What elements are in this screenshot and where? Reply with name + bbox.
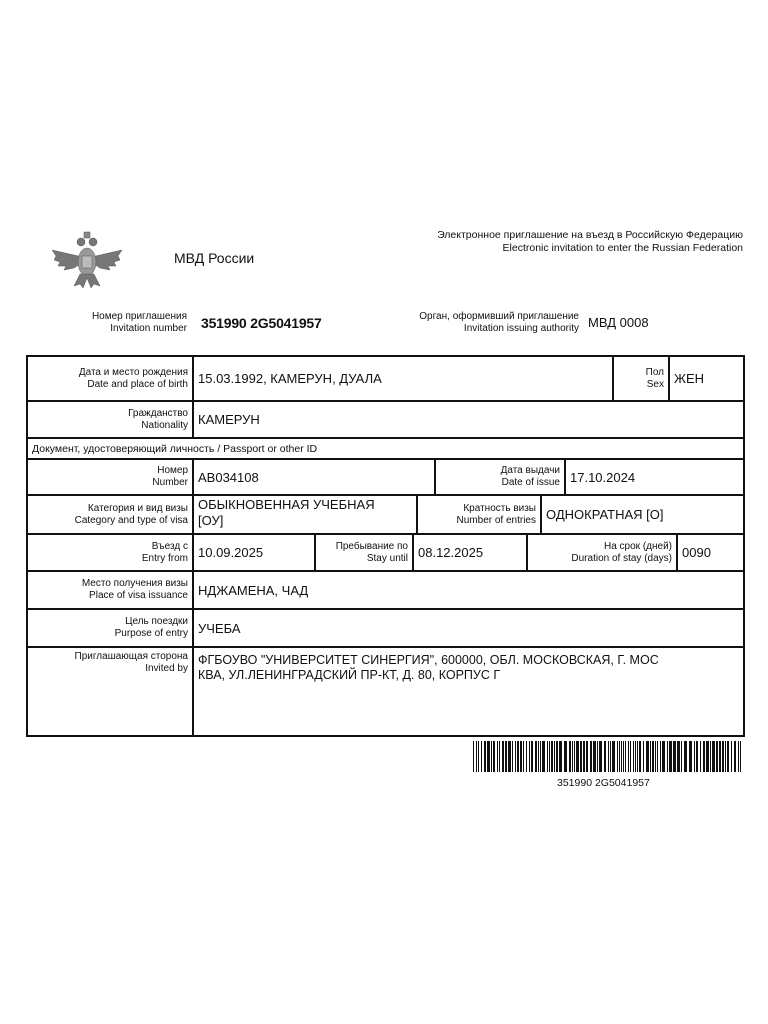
stay-until-label-ru: Пребывание по bbox=[335, 540, 408, 552]
sex-label-ru: Пол bbox=[645, 366, 664, 378]
purpose-label-ru: Цель поездки bbox=[125, 616, 188, 627]
invitation-number-label-ru: Номер приглашения bbox=[91, 311, 187, 322]
sex-value: ЖЕН bbox=[668, 357, 743, 400]
issuance-label-ru: Место получения визы bbox=[81, 578, 188, 589]
issuance-label-en: Place of visa issuance bbox=[89, 590, 188, 601]
doc-number-label-ru: Номер bbox=[157, 465, 188, 476]
row-category bbox=[28, 496, 743, 535]
entries-label-en: Number of entries bbox=[456, 514, 536, 526]
birth-label bbox=[28, 357, 194, 400]
entry-from-label bbox=[28, 535, 194, 570]
invited-by-value bbox=[194, 648, 743, 735]
entry-from-label-en: Entry from bbox=[141, 552, 188, 564]
birth-value: 15.03.1992, КАМЕРУН, ДУАЛА bbox=[198, 371, 382, 386]
barcode-number: 351990 2G5041957 bbox=[557, 777, 650, 789]
entry-from-value: 10.09.2025 bbox=[198, 545, 264, 560]
doc-number-label bbox=[28, 460, 194, 494]
category-value bbox=[194, 496, 416, 533]
title-en: Electronic invitation to enter the Russian Federation bbox=[502, 242, 743, 254]
duration-label-ru: На срок (дней) bbox=[603, 540, 672, 552]
row-nationality bbox=[28, 402, 743, 439]
category-value-line2: [ОУ] bbox=[198, 513, 224, 528]
invitation-number-label bbox=[92, 311, 187, 335]
row-invited-by bbox=[28, 648, 743, 735]
issuance-value: НДЖАМЕНА, ЧАД bbox=[198, 582, 309, 598]
category-label bbox=[28, 496, 194, 533]
issuing-authority-label-ru: Орган, оформивший приглашение bbox=[419, 311, 579, 322]
stay-until-label bbox=[314, 535, 412, 570]
duration-value: 0090 bbox=[676, 535, 743, 570]
issue-date-label-en: Date of issue bbox=[501, 477, 560, 488]
document-title bbox=[437, 229, 743, 255]
ministry-name: МВД России bbox=[174, 250, 255, 266]
purpose-value: УЧЕБА bbox=[198, 620, 241, 636]
title-ru: Электронное приглашение на въезд в Российскую Федерацию bbox=[437, 229, 743, 241]
category-label-ru: Категория и вид визы bbox=[87, 502, 188, 514]
invited-by-line2: КВА, УЛ.ЛЕНИНГРАДСКИЙ ПР-КТ, Д. 80, КОРПУС Г bbox=[198, 668, 501, 682]
nationality-label bbox=[28, 402, 194, 437]
stay-until-label-en: Stay until bbox=[366, 552, 408, 564]
issuing-authority-label-en: Invitation issuing authority bbox=[463, 323, 579, 334]
sex-label bbox=[612, 357, 668, 400]
invited-by-label-en: Invited by bbox=[145, 663, 188, 674]
issue-date-label-ru: Дата выдачи bbox=[500, 465, 560, 476]
invitation-form bbox=[26, 355, 745, 737]
nationality-label-en: Nationality bbox=[141, 419, 188, 431]
nationality-label-ru: Гражданство bbox=[128, 407, 188, 419]
invitation-number: 351990 2G5041957 bbox=[201, 315, 322, 331]
invited-by-line1: ФГБОУВО "УНИВЕРСИТЕТ СИНЕРГИЯ", 600000, ОБЛ. МОСКОВСКАЯ, Г. МОС bbox=[198, 653, 659, 667]
row-birth bbox=[28, 357, 743, 402]
birth-label-en: Date and place of birth bbox=[87, 378, 188, 390]
invited-by-label-ru: Приглашающая сторона bbox=[74, 651, 188, 662]
issuance-label bbox=[28, 572, 194, 608]
invited-by-label bbox=[28, 648, 194, 735]
issue-date-value: 17.10.2024 bbox=[564, 460, 743, 494]
nationality-value: КАМЕРУН bbox=[198, 412, 260, 427]
invitation-number-label-en: Invitation number bbox=[110, 323, 187, 334]
barcode-icon bbox=[473, 741, 743, 772]
row-purpose bbox=[28, 610, 743, 648]
category-value-line1: ОБЫКНОВЕННАЯ УЧЕБНАЯ bbox=[198, 497, 375, 512]
stay-until-value: 08.12.2025 bbox=[412, 535, 526, 570]
eagle-emblem-icon bbox=[50, 228, 124, 290]
doc-number-value: AB034108 bbox=[198, 469, 259, 485]
category-label-en: Category and type of visa bbox=[74, 514, 188, 526]
birth-label-ru: Дата и место рождения bbox=[78, 366, 188, 378]
row-document bbox=[28, 460, 743, 496]
purpose-label-en: Purpose of entry bbox=[114, 628, 188, 639]
entries-label bbox=[416, 496, 540, 533]
issue-date-label bbox=[434, 460, 564, 494]
purpose-label bbox=[28, 610, 194, 646]
row-dates bbox=[28, 535, 743, 572]
entry-from-label-ru: Въезд с bbox=[151, 540, 188, 552]
row-issuance bbox=[28, 572, 743, 610]
entries-value: ОДНОКРАТНАЯ [О] bbox=[540, 496, 743, 533]
document-section-header: Документ, удостоверяющий личность / Passport or other ID bbox=[28, 439, 743, 460]
sex-label-en: Sex bbox=[646, 378, 664, 390]
issuing-authority-label bbox=[419, 311, 579, 335]
entries-label-ru: Кратность визы bbox=[463, 502, 536, 514]
duration-label bbox=[526, 535, 676, 570]
duration-label-en: Duration of stay (days) bbox=[571, 552, 672, 564]
doc-number-label-en: Number bbox=[152, 477, 188, 488]
issuing-authority: МВД 0008 bbox=[588, 315, 649, 330]
